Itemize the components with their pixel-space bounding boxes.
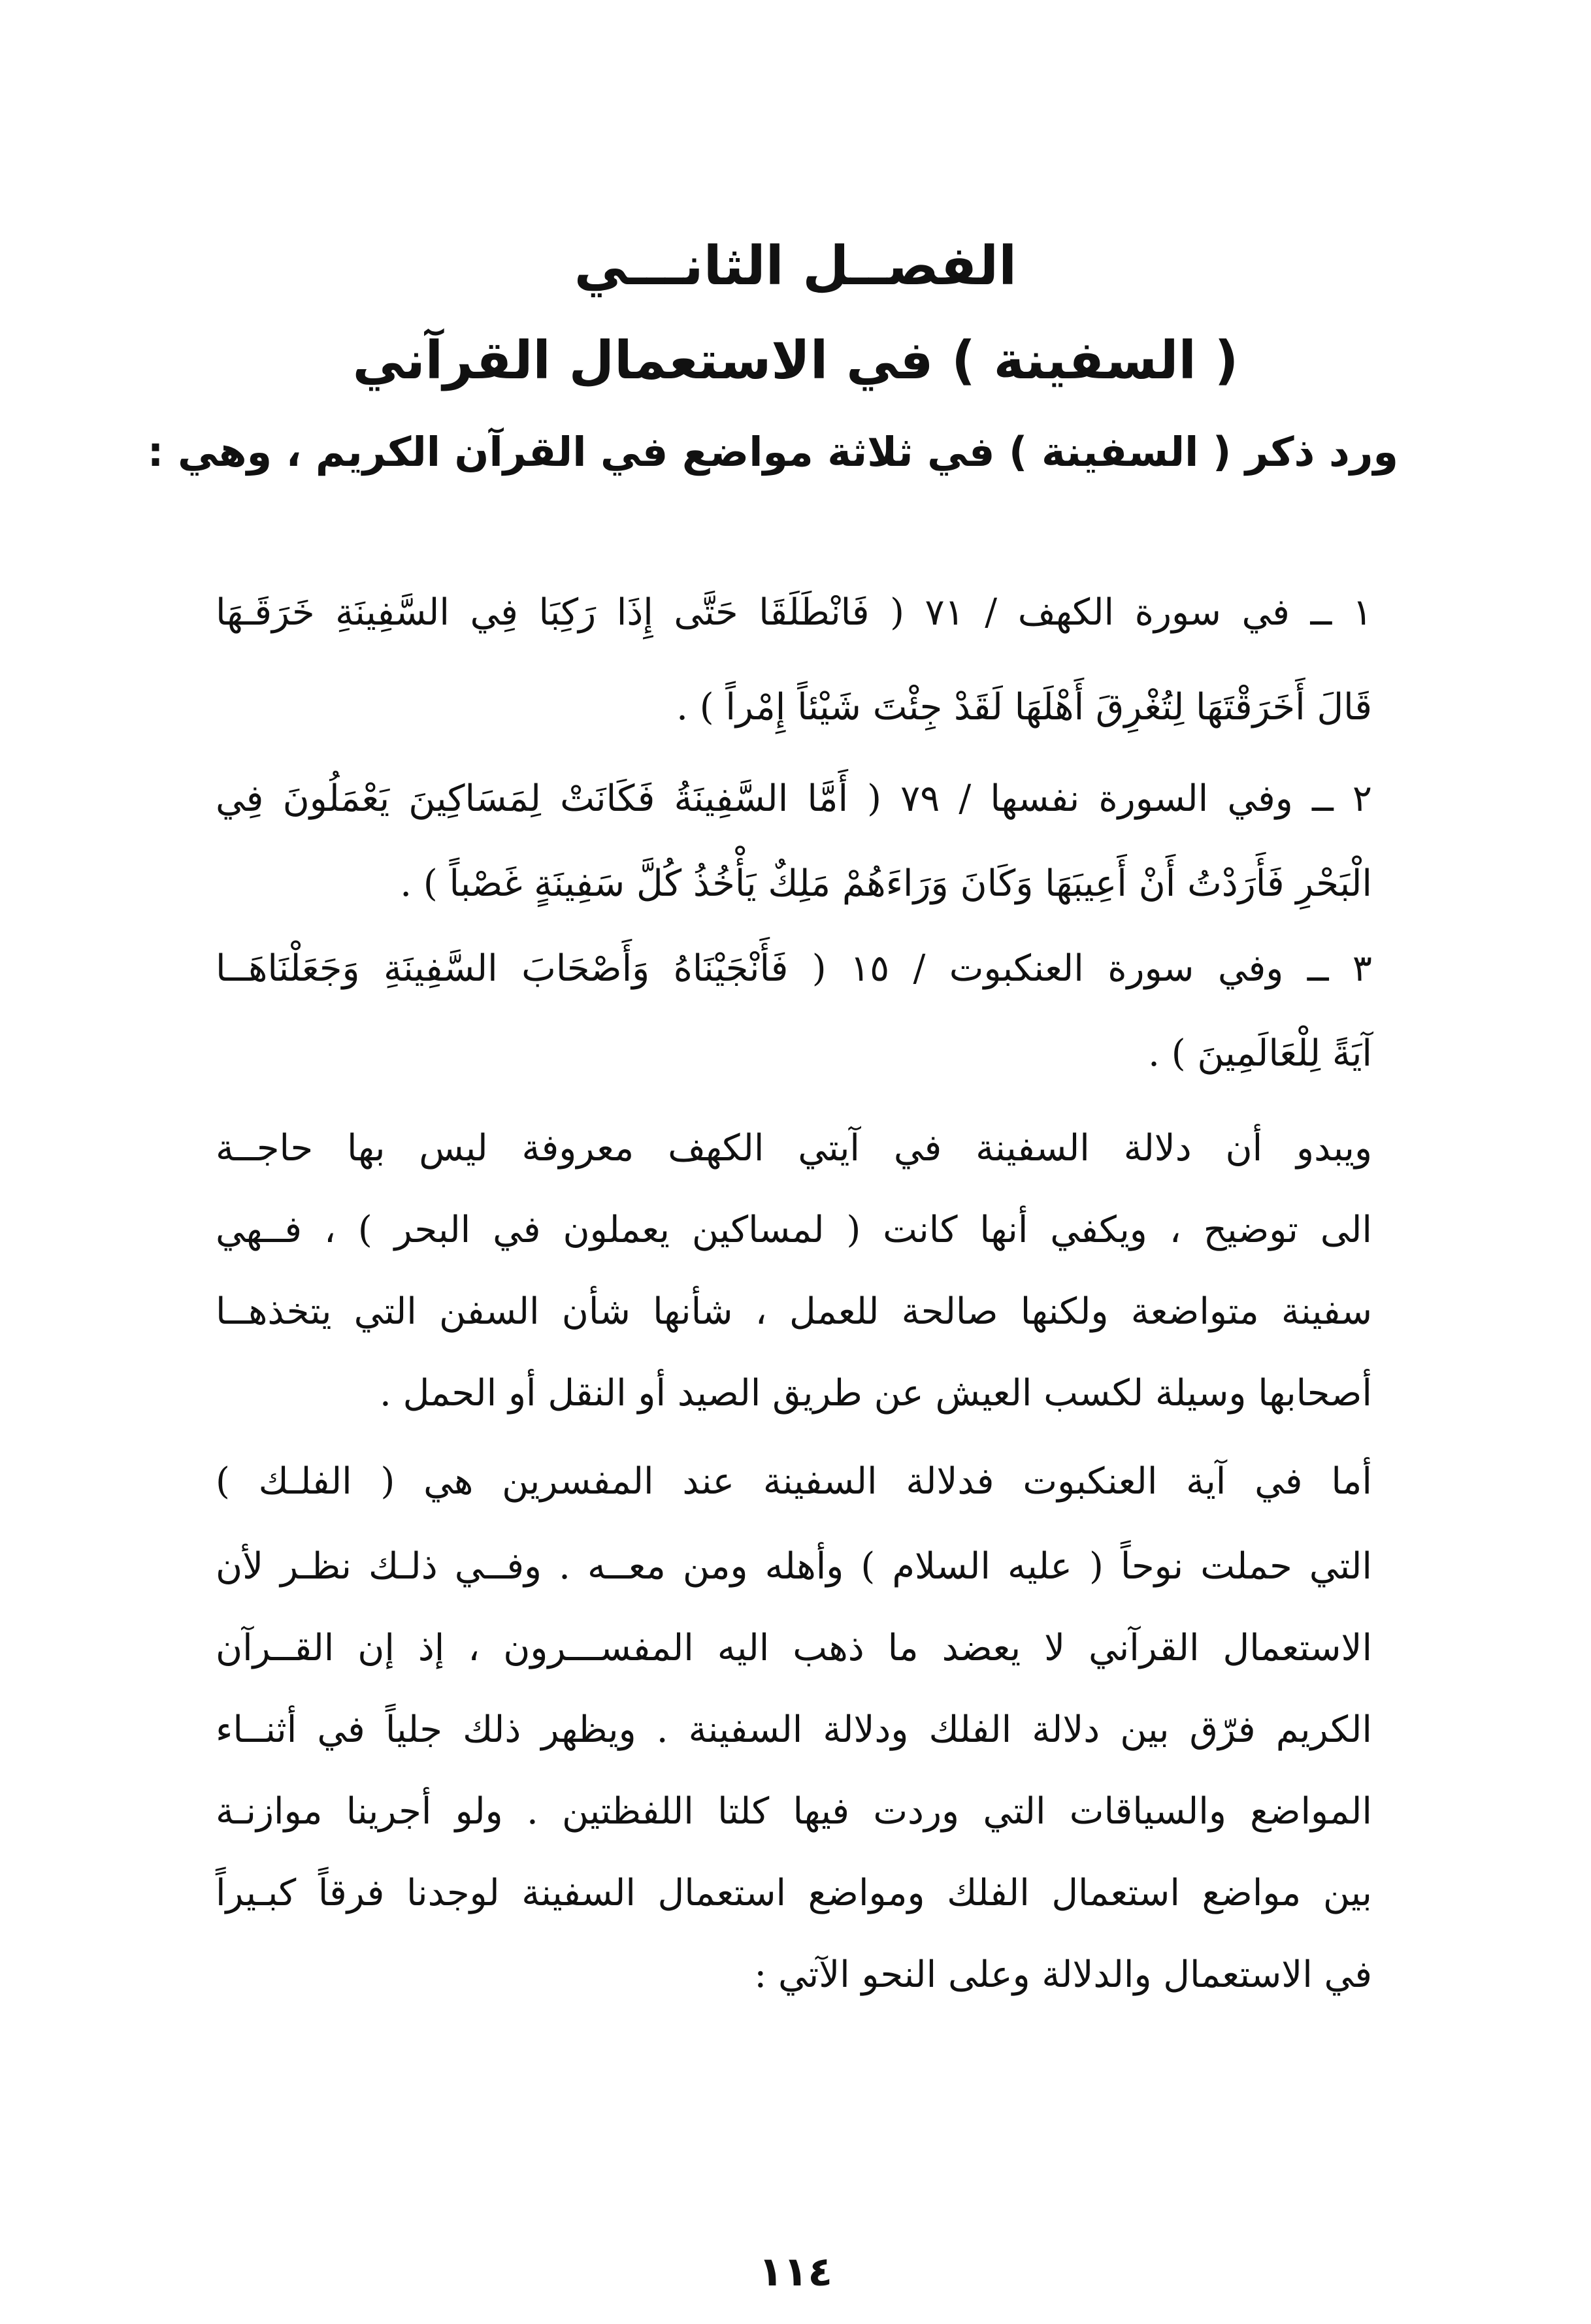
verse-3-line-1: ٣ ــ وفي سورة العنكبوت / ١٥ ( فَأَنْجَيْنَاهُ وَأَصْحَابَ السَّفِينَةِ وَجَعَلْنَاهَــا	[216, 947, 1372, 990]
verse-1-line-1: ١ ــ في سورة الكهف / ٧١ ( فَانْطَلَقَا حَتَّى إِذَا رَكِبَا فِي السَّفِينَةِ خَرَقَـهَا	[216, 591, 1373, 634]
verse-3-line-2: آيَةً لِلْعَالَمِينَ ) .	[1148, 1032, 1372, 1075]
paragraph-2-line-5: المواضع والسياقات التي وردت فيها كلتا اللفظتين . ولو أجرينا موازنـة	[216, 1790, 1372, 1833]
paragraph-1-line-4: أصحابها وسيلة لكسب العيش عن طريق الصيد أو النقل أو الحمل .	[380, 1372, 1372, 1415]
verse-2-line-1: ٢ ــ وفي السورة نفسها / ٧٩ ( أَمَّا السَّفِينَةُ فَكَانَتْ لِمَسَاكِينَ يَعْمَلُونَ فِي	[216, 777, 1372, 820]
paragraph-2-line-4: الكريم فرّق بين دلالة الفلك ودلالة السفينة . ويظهر ذلك جلياً في أثنــاء	[216, 1709, 1372, 1751]
chapter-title: الفصــل الثانـــي	[574, 235, 1017, 297]
paragraph-1-line-3: سفينة متواضعة ولكنها صالحة للعمل ، شأنها شأن السفن التي يتخذهــا	[216, 1290, 1372, 1333]
paragraph-2-line-1: أما في آية العنكبوت فدلالة السفينة عند المفسرين هي ( الفلـك )	[216, 1460, 1372, 1503]
paragraph-2-line-7: في الاستعمال والدلالة وعلى النحو الآتي :	[754, 1954, 1372, 1996]
paragraph-2-line-2: التي حملت نوحاً ( عليه السلام ) وأهله ومن معــه . وفــي ذلـك نظـر لأن	[216, 1545, 1372, 1588]
paragraph-2-line-6: بين مواضع استعمال الفلك ومواضع استعمال السفينة لوجدنا فرقاً كبـيراً	[216, 1872, 1372, 1914]
verse-1-line-2: قَالَ أَخَرَقْتَهَا لِتُغْرِقَ أَهْلَهَا لَقَدْ جِئْتَ شَيْئاً إِمْراً ) .	[676, 686, 1372, 728]
section-title: ( السفينة ) في الاستعمال القرآني	[352, 330, 1239, 391]
page-number: ١١٤	[758, 2248, 833, 2295]
verse-2-line-2: الْبَحْرِ فَأَرَدْتُ أَنْ أَعِيبَهَا وَكَانَ وَرَاءَهُمْ مَلِكٌ يَأْخُذُ كُلَّ سَفِينَةٍ غَصْباً ) .	[400, 862, 1372, 905]
paragraph-1-line-1: ويبدو أن دلالة السفينة في آيتي الكهف معروفة ليس بها حاجــة	[216, 1127, 1372, 1170]
intro-sentence: ورد ذكر ( السفينة ) في ثلاثة مواضع في القرآن الكريم ، وهي :	[147, 428, 1398, 476]
paragraph-2-line-3: الاستعمال القرآني لا يعضد ما ذهب اليه المفســـرون ، إذ إن القــرآن	[216, 1627, 1372, 1669]
paragraph-1-line-2: الى توضيح ، ويكفي أنها كانت ( لمساكين يعملون في البحر ) ، فــهي	[216, 1209, 1372, 1251]
